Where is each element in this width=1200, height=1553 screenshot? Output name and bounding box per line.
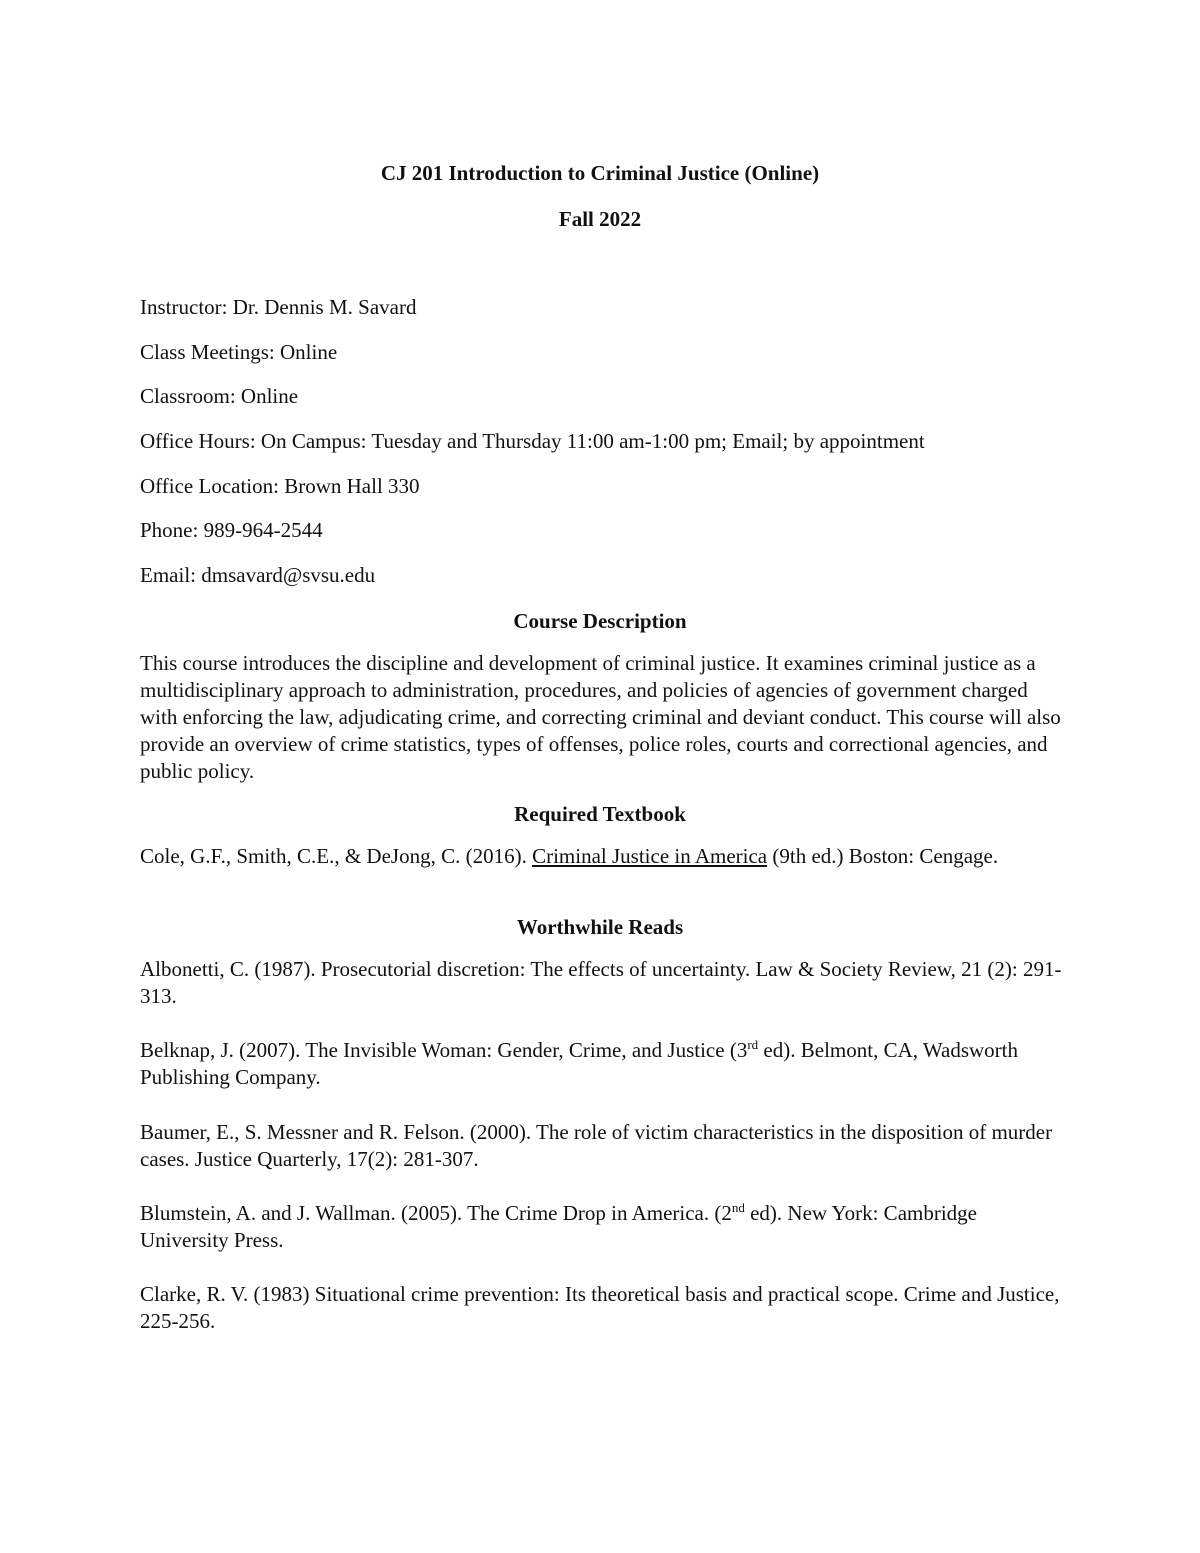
- classroom-line: Classroom: Online: [140, 384, 299, 408]
- textbook-citation: [140, 843, 1070, 870]
- reading-blumstein-superscript: nd: [731, 1200, 745, 1215]
- course-term: Fall 2022: [558, 207, 642, 231]
- textbook-title: Criminal Justice in America: [532, 844, 768, 868]
- reading-albonetti: Albonetti, C. (1987). Prosecutorial discretion: The effects of uncertainty. Law & Society Review, 21 (2): 291-313.: [140, 957, 1062, 1008]
- reading-baumer: Baumer, E., S. Messner and R. Felson. (2000). The role of victim characteristics in the disposition of murder cases. Justice Quarterly, 17(2): 281-307.: [140, 1120, 1053, 1171]
- reading-clarke: Clarke, R. V. (1983) Situational crime prevention: Its theoretical basis and practical scope. Crime and Justice, 225-256.: [140, 1282, 1060, 1333]
- reading-blumstein-part2: ed). New York: Cambridge University Press.: [140, 1201, 977, 1252]
- reading-belknap-part1: Belknap, J. (2007). The Invisible Woman: Gender, Crime, and Justice (3: [140, 1038, 748, 1062]
- reading-blumstein: [140, 1200, 1070, 1254]
- textbook-citation-edition: (9th ed.) Boston: Cengage.: [767, 844, 999, 868]
- reading-belknap: [140, 1037, 1070, 1091]
- worthwhile-reads-heading: Worthwhile Reads: [516, 915, 684, 939]
- course-description-text: This course introduces the discipline and development of criminal justice. It examines criminal justice as a multidisciplinary approach to administration, procedures, and policies of agencies of government charged with enforcing the law, adjudicating crime, and correcting criminal and deviant conduct. This course will also provide an overview of crime statistics, types of offenses, police roles, courts and correctional agencies, and public policy.: [140, 651, 1061, 783]
- class-meetings-line: Class Meetings: Online: [140, 340, 338, 364]
- phone-line: Phone: 989-964-2544: [140, 518, 323, 542]
- textbook-citation-authors: Cole, G.F., Smith, C.E., & DeJong, C. (2016).: [140, 844, 533, 868]
- course-title: CJ 201 Introduction to Criminal Justice (Online): [380, 161, 820, 185]
- email-line: Email: dmsavard@svsu.edu: [140, 563, 376, 587]
- instructor-line: Instructor: Dr. Dennis M. Savard: [140, 295, 417, 319]
- reading-blumstein-part1: Blumstein, A. and J. Wallman. (2005). The Crime Drop in America. (2: [140, 1201, 732, 1225]
- office-hours-line: Office Hours: On Campus: Tuesday and Thursday 11:00 am-1:00 pm; Email; by appointment: [140, 429, 925, 453]
- office-location-line: Office Location: Brown Hall 330: [140, 474, 420, 498]
- reading-belknap-superscript: rd: [747, 1037, 759, 1052]
- required-textbook-heading: Required Textbook: [514, 802, 686, 826]
- course-description-heading: Course Description: [513, 609, 687, 633]
- reading-belknap-part2: ed). Belmont, CA, Wadsworth Publishing Company.: [140, 1038, 1018, 1089]
